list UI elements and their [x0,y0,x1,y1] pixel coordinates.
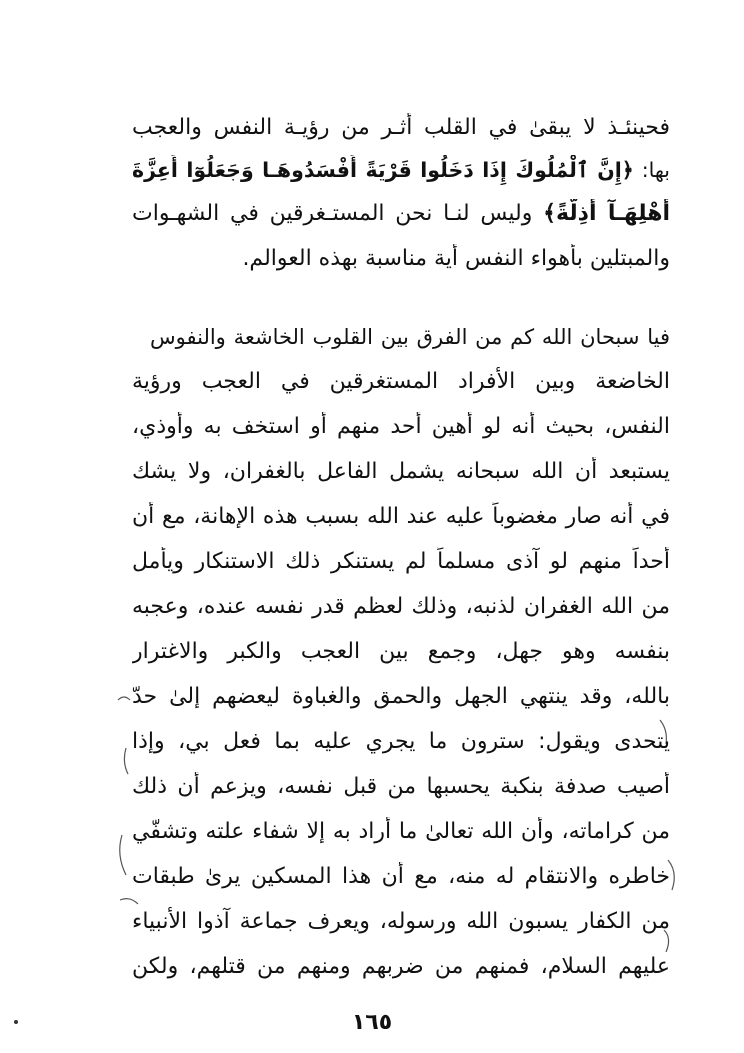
paragraph-2-line-1: فيا سبحان الله كم من الفرق بين القلوب الخاشعة والنفوس [150,325,670,349]
paragraph-2-line-13: خاطره والانتقام له منه، مع أن هذا المسكين يرىٰ طبقات [132,864,670,889]
paragraph-2-line-2: الخاضعة وبين الأفراد المستغرقين في العجب ورؤية [132,369,670,394]
page-number: ١٦٥ [351,1010,393,1035]
paragraph-2-line-9: بالله، وقد ينتهي الجهل والحمق والغباوة ليعضهم إلىٰ حدّ [132,684,670,709]
paragraph-2-line-6: أحداً منهم لو آذى مسلماً لم يستنكر ذلك الاستنكار ويأمل [132,549,670,574]
paragraph-2-line-4: يستبعد أن الله سبحانه يشمل الفاعل بالغفران، ولا يشك [132,459,670,484]
paragraph-2-line-11: أصيب صدفة بنكبة يحسبها من قبل نفسه، ويزعم أن ذلك [132,774,670,799]
paragraph-2-line-7: من الله الغفران لذنبه، وذلك لعظم قدر نفسه عنده، وعجبه [132,594,670,619]
paragraph-2-line-10: يتحدى ويقول: سترون ما يجري عليه بما فعل بي، وإذا [132,729,670,754]
paragraph-2-line-12: من كراماته، وأن الله تعالىٰ ما أراد به إلا شفاء علته وتشفّي [132,819,670,844]
paragraph-2-line-15: عليهم السلام، فمنهم من ضربهم ومنهم من قتلهم، ولكن [132,954,670,979]
scan-artifact-dot [14,1020,18,1024]
paragraph-1-line-3 [132,199,670,229]
paragraph-1-line-4: والمبتلين بأهواء النفس أية مناسبة بهذه العوالم. [242,246,670,271]
paragraph-1-line-2 [132,155,670,185]
paragraph-2-line-14: من الكفار يسبون الله ورسوله، ويعرف جماعة آذوا الأنبياء [132,909,670,934]
paragraph-2-line-8: بنفسه وهو جهل، وجمع بين العجب والكبر والاغترار [132,639,670,664]
paragraph-2-line-3: النفس، بحيث أنه لو أهين أحد منهم أو استخف به وأوذي، [132,414,670,439]
paragraph-2-line-5: في أنه صار مغضوباً عليه عند الله بسبب هذه الإهانة، مع أن [132,504,670,529]
quran-verse-part-2: أَهْلِهَـآ أَذِلَّةً﴾ [543,201,670,226]
paragraph-1-line-1: فحينئـذ لا يبقىٰ في القلب أثـر من رؤيـة النفس والعجب [132,115,670,140]
quran-verse-part-1: ﴿إِنَّ ٱلْمُلُوكَ إِذَا دَخَلُوا قَرْيَةً أَفْسَدُوهَـا وَجَعَلُوٓا أَعِزَّةَ [132,158,634,182]
line-2-text: بها: [633,158,670,182]
line-3-text: وليس لنـا نحن المستـغرقين في الشهـوات [132,201,544,226]
